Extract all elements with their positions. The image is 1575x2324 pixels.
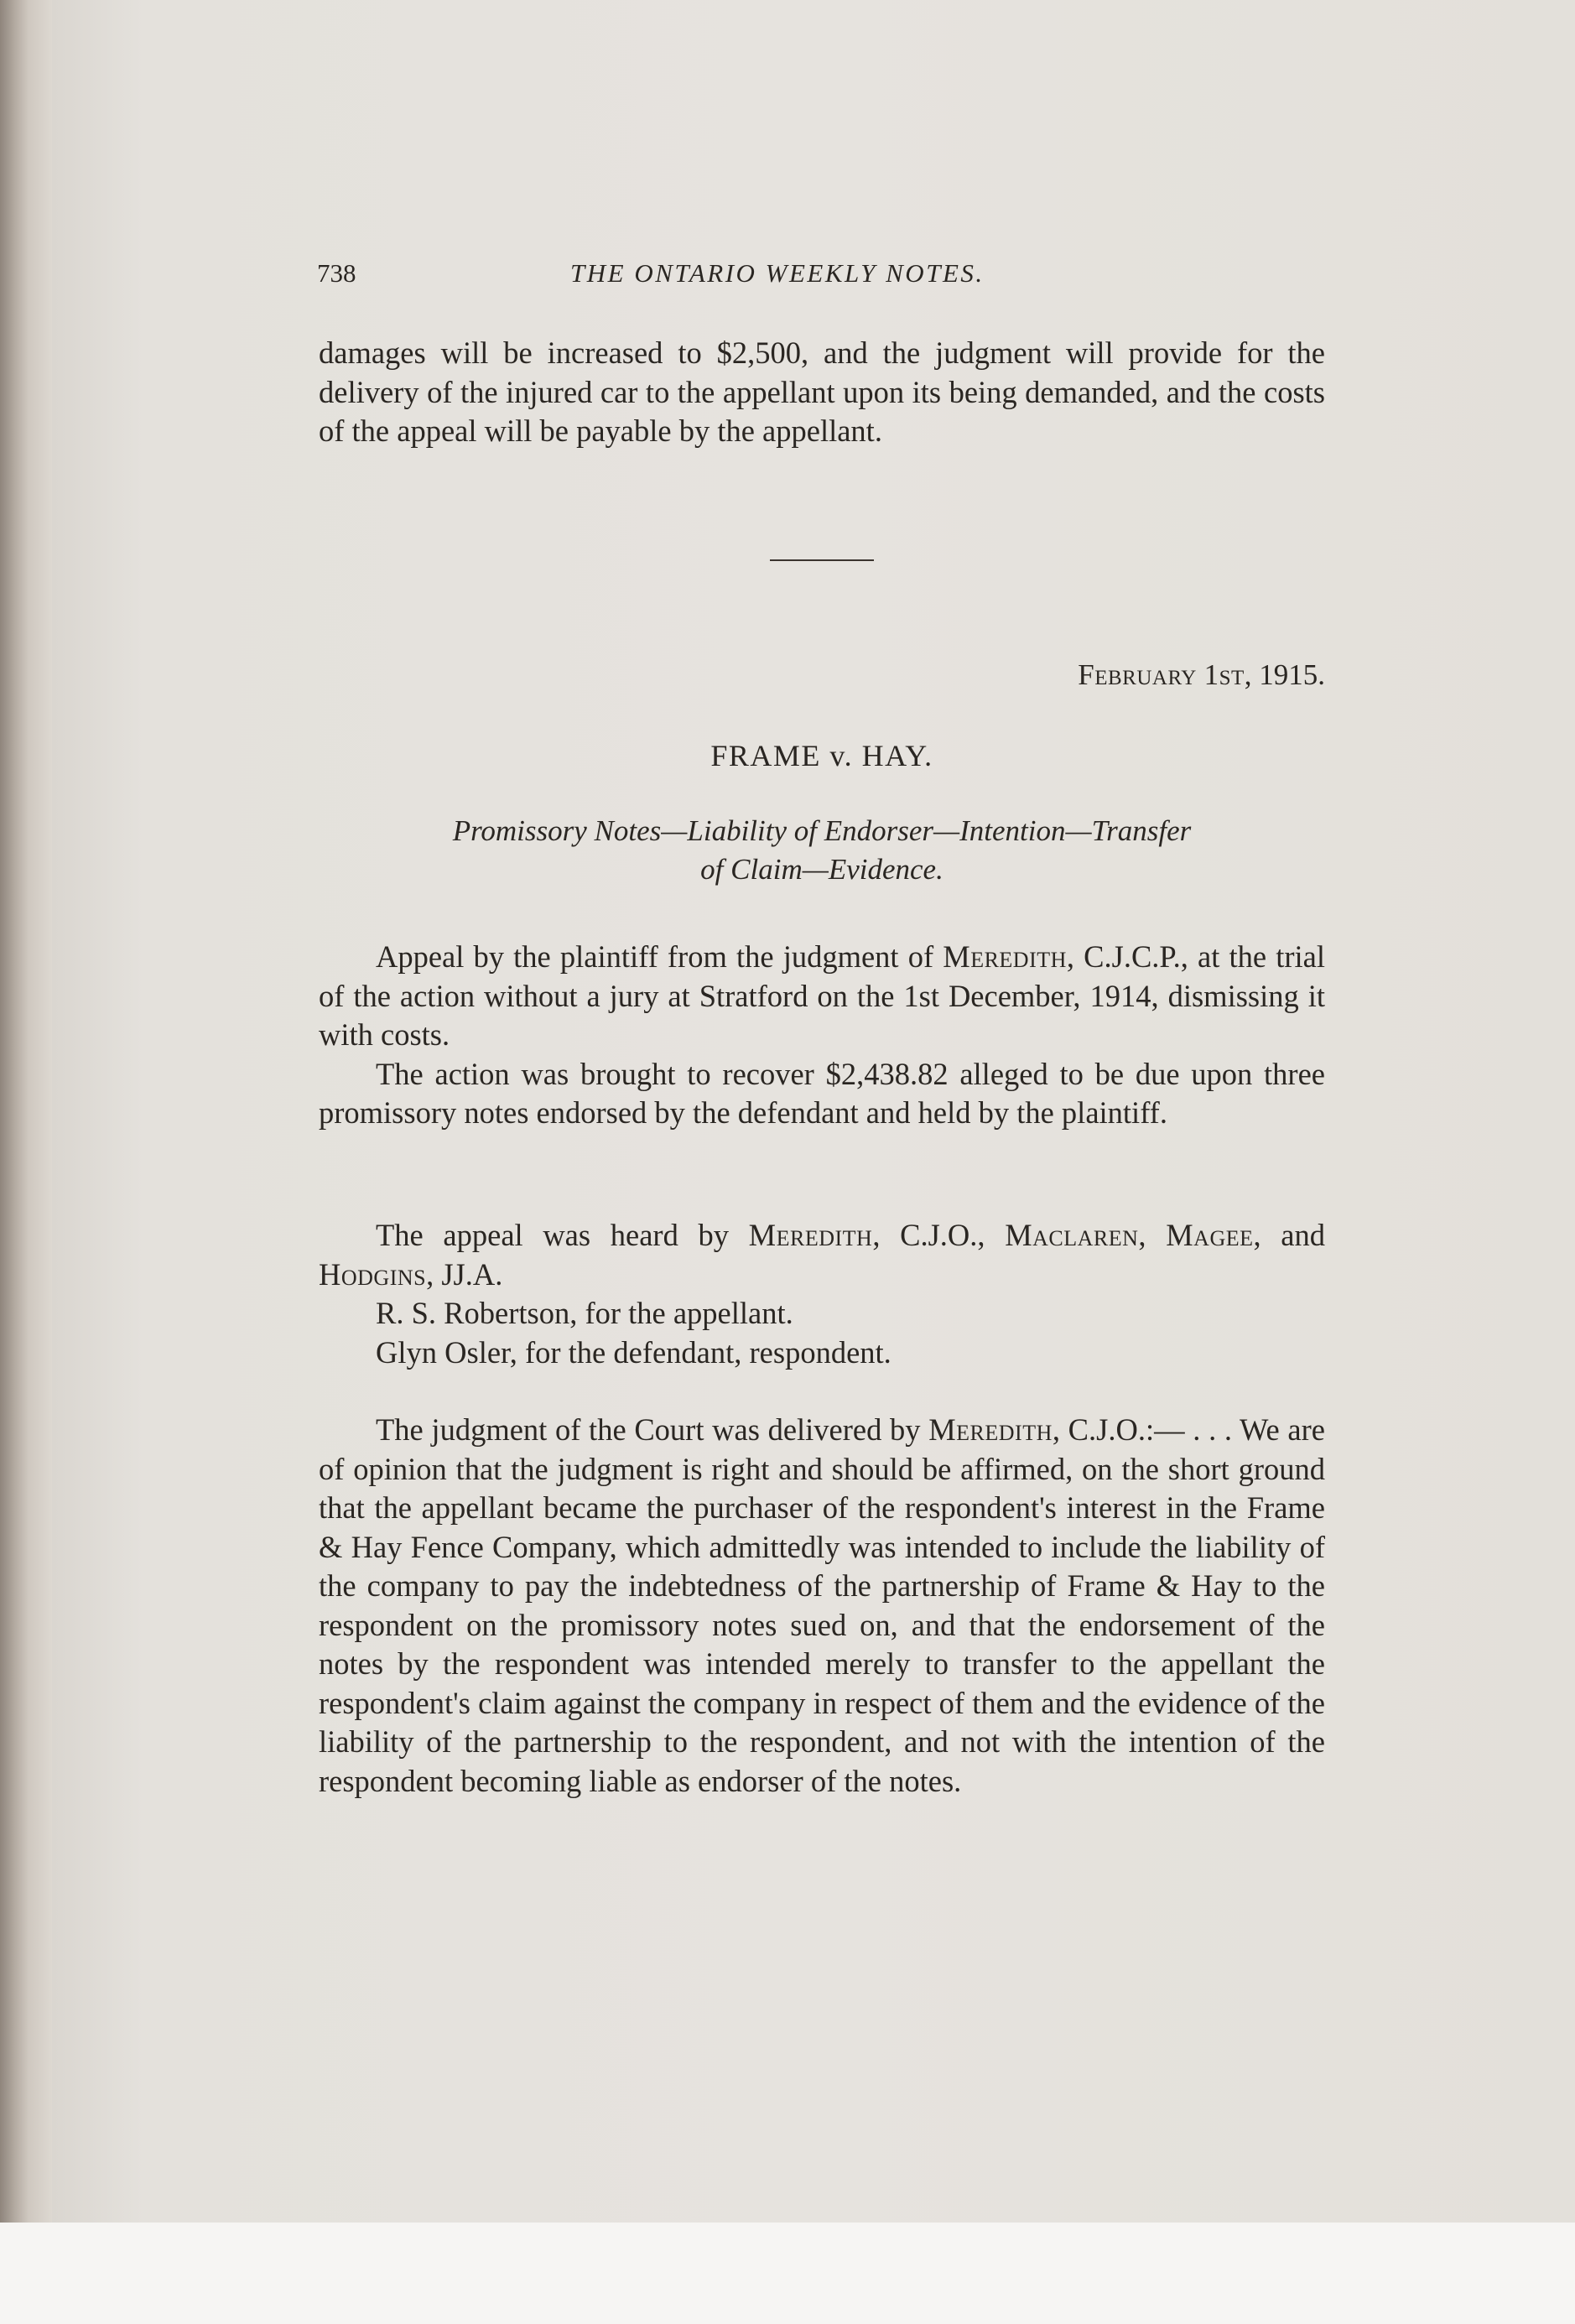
delivering-judge-name: Meredith — [928, 1412, 1053, 1447]
hearing-details — [319, 1216, 1325, 1372]
date-year: , 1915. — [1244, 658, 1325, 691]
counsel-respondent: Glyn Osler, for the defendant, respondent. — [376, 1334, 891, 1370]
scan-bottom-margin — [0, 2223, 1575, 2324]
previous-case-conclusion — [319, 334, 1325, 451]
heard-paragraph — [319, 1216, 1325, 1294]
judgment — [319, 1411, 1325, 1801]
continued-paragraph: damages will be increased to $2,500, and the judgment will provide for the delivery of the injured car to the appellant upon its being demanded, and the costs of the appeal will be payable by the appellant. — [319, 335, 1325, 448]
date-month: February — [1078, 658, 1197, 691]
heard-text-end: , JJ.A. — [426, 1256, 503, 1292]
judgment-paragraph — [319, 1411, 1325, 1801]
trial-judge-name: Meredith — [943, 939, 1067, 974]
judgment-text: The judgment of the Court was delivered by — [376, 1412, 929, 1447]
heard-separator: , — [1138, 1218, 1167, 1252]
case-catchwords — [319, 812, 1325, 889]
case-statement — [319, 938, 1325, 1133]
judge-name: Hodgins — [319, 1256, 427, 1292]
judge-name: Magee — [1166, 1218, 1254, 1252]
appeal-paragraph — [319, 938, 1325, 1055]
decision-date — [319, 658, 1325, 692]
judgment-text-rest: , C.J.O.:— . . . We are of opinion that the judgment is right and should be affirmed, on the short ground that the appellant became the purchaser of the respondent's interest in the Frame & Hay Fence Company, which admittedly was intended to include the liability of the company to pay the indebtedness of the partnership of Frame & Hay to the respondent on the promissory notes sued on, and that the endorsement of the notes by the respondent was intended merely to transfer to the appellant the respondent's claim against the company in respect of them and the evidence of the liability of the partnership to the respondent, and not with the intention of the respondent becoming liable as endorser of the notes. — [319, 1412, 1325, 1798]
counsel-appellant: R. S. Robertson, for the appellant. — [376, 1296, 793, 1330]
section-divider — [770, 559, 874, 561]
heard-separator: , and — [1253, 1218, 1325, 1252]
case-title: FRAME v. HAY. — [710, 739, 933, 772]
running-head — [317, 258, 1323, 292]
action-paragraph: The action was brought to recover $2,438.82 alleged to be due upon three promissory notes endorsed by the defendant and held by the plaintiff. — [319, 1056, 1325, 1130]
catchwords-line-1: Promissory Notes—Liability of Endorser—Intention—Transfer — [452, 814, 1192, 847]
page-number: 738 — [317, 258, 356, 288]
book-spine-shadow — [0, 0, 52, 2324]
date-day: 1st — [1203, 658, 1245, 691]
appeal-text: Appeal by the plaintiff from the judgment of — [376, 939, 943, 974]
journal-title: THE ONTARIO WEEKLY NOTES. — [570, 258, 985, 288]
catchwords-line-2: of Claim—Evidence. — [700, 853, 943, 886]
appeal-text-rest: , C.J.C.P., at the trial of the action without a jury at Stratford on the 1st December, 1914, dismissing it with costs. — [319, 939, 1325, 1052]
judge-name: Meredith — [748, 1218, 873, 1252]
heard-text: The appeal was heard by — [376, 1218, 749, 1252]
heard-separator: , C.J.O., — [872, 1218, 1006, 1252]
judge-name: Maclaren — [1005, 1218, 1139, 1252]
